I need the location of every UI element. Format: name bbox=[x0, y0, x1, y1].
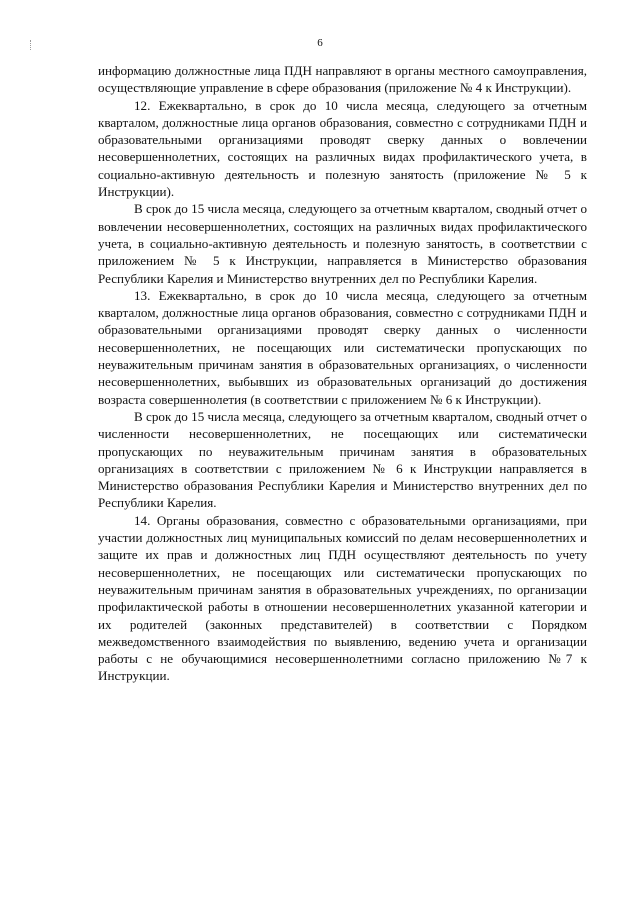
paragraph-continuation: информацию должностные лица ПДН направляют в органы местного самоуправления, осуществляющие управление в сфере образования (приложение № 4 к Инструкции). bbox=[98, 63, 587, 96]
page-number: 6 bbox=[317, 37, 323, 49]
paragraph-item-13-report: В срок до 15 числа месяца, следующего за отчетным кварталом, сводный отчет о численности несовершеннолетних, не посещающих или систематически пропускающих по неуважительным причинам занятия в образовательных организациях в соответствии с приложением № 6 к Инструкции направляется в Министерство образования Республики Карелия и Министерство внутренних дел по Республики Карелия. bbox=[98, 408, 587, 511]
paragraph-item-14: 14. Органы образования, совместно с образовательными организациями, при участии должностных лиц муниципальных комиссий по делам несовершеннолетних и защите их прав и должностных лиц ПДН осуществляют деятельность по учету несовершеннолетних, не посещающих или систематически пропускающих по неуважительным причинам занятия в образовательных учреждениях, по организации профилактической работы в отношении несовершеннолетних указанной категории и их родителей (законных представителей) в соответствии с Порядком межведомственного взаимодействия по выявлению, ведению учета и организации работы с не обучающимися несовершеннолетними согласно приложению №7 к Инструкции. bbox=[98, 512, 587, 684]
paragraph-item-12: 12. Ежеквартально, в срок до 10 числа месяца, следующего за отчетным кварталом, должностные лица органов образования, совместно с сотрудниками ПДН и образовательными организациями проводят сверку данных о вовлечении несовершеннолетних, состоящих на различных видах профилактического учета, в социально-активную деятельность и полезную занятость (приложение № 5 к Инструкции). bbox=[98, 97, 587, 200]
paragraph-item-13: 13. Ежеквартально, в срок до 10 числа месяца, следующего за отчетным кварталом, должностные лица органов образования, совместно с сотрудниками ПДН и образовательными организациями проводят сверку данных о численности несовершеннолетних, не посещающих или систематически пропускающих по неуважительным причинам занятия в образовательных организациях, о численности несовершеннолетних, выбывших из образовательных организаций до достижения возраста совершеннолетия (в соответствии с приложением № 6 к Инструкции). bbox=[98, 287, 587, 407]
paragraph-item-12-report: В срок до 15 числа месяца, следующего за отчетным кварталом, сводный отчет о вовлечении несовершеннолетних, состоящих на различных видах профилактического учета, в социально-активную деятельность и полезную занятость, в соответствии с приложением № 5 к Инструкции, направляется в Министерство образования Республики Карелия и Министерство внутренних дел по Республики Карелия. bbox=[98, 201, 587, 286]
document-body bbox=[98, 62, 587, 685]
